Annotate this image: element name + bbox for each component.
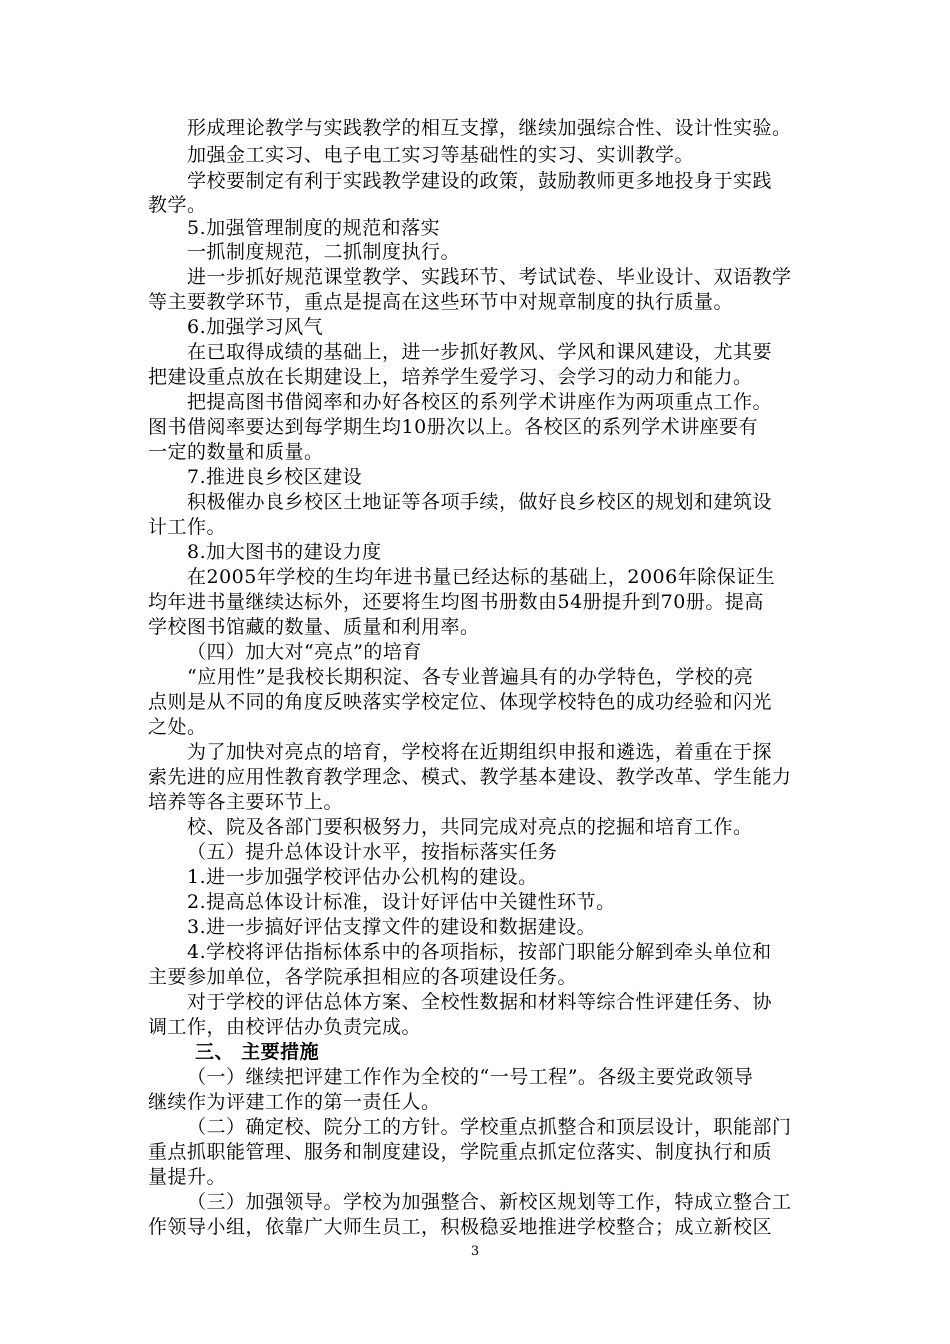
text-line: 继续作为评建工作的第一责任人。 xyxy=(148,1091,441,1113)
text-line: 等主要教学环节，重点是提高在这些环节中对规章制度的执行质量。 xyxy=(148,291,734,313)
text-line: 索先进的应用性教育教学理念、模式、教学基本建设、教学改革、学生能力 xyxy=(148,766,792,788)
text-line: 7.推进良乡校区建设 xyxy=(187,466,363,488)
text-line: 一抓制度规范，二抓制度执行。 xyxy=(187,241,461,263)
text-line: 学校图书馆藏的数量、质量和利用率。 xyxy=(148,616,480,638)
text-line: 把建设重点放在长期建设上，培养学生爱学习、会学习的动力和能力。 xyxy=(148,366,753,388)
text-line: 4.学校将评估指标体系中的各项指标，按部门职能分解到牵头单位和 xyxy=(187,941,772,963)
text-line: 加强金工实习、电子电工实习等基础性的实习、实训教学。 xyxy=(187,144,695,166)
text-line: 之处。 xyxy=(148,716,207,738)
text-line: （四）加大对“亮点”的培育 xyxy=(187,641,422,663)
text-line: 学校要制定有利于实践教学建设的政策，鼓励教师更多地投身于实践 xyxy=(187,170,773,192)
text-line: 计工作。 xyxy=(148,516,227,538)
text-line: 把提高图书借阅率和办好各校区的系列学术讲座作为两项重点工作。 xyxy=(187,391,773,413)
text-line: 8.加大图书的建设力度 xyxy=(187,541,382,563)
text-line: 在已取得成绩的基础上，进一步抓好教风、学风和课风建设，尤其要 xyxy=(187,341,773,363)
text-line: 1.进一步加强学校评估办公机构的建设。 xyxy=(187,866,538,888)
text-line: 为了加快对亮点的培育，学校将在近期组织申报和遴选，着重在于探 xyxy=(187,741,773,763)
text-line: 作领导小组，依靠广大师生员工，积极稳妥地推进学校整合；成立新校区 xyxy=(148,1216,773,1238)
page-number: 3 xyxy=(470,1244,480,1259)
text-line: 主要参加单位，各学院承担相应的各项建设任务。 xyxy=(148,966,578,988)
text-line: （二）确定校、院分工的方针。学校重点抓整合和顶层设计，职能部门 xyxy=(187,1116,792,1138)
text-line: 5.加强管理制度的规范和落实 xyxy=(187,217,441,239)
text-line: 2.提高总体设计标准，设计好评估中关键性环节。 xyxy=(187,891,616,913)
text-line: （一）继续把评建工作作为全校的“一号工程”。各级主要党政领导 xyxy=(187,1066,754,1088)
text-line: 校、院及各部门要积极努力，共同完成对亮点的挖掘和培育工作。 xyxy=(187,816,753,838)
text-line: 图书借阅率要达到每学期生均10册次以上。各校区的系列学术讲座要有 xyxy=(148,416,759,438)
text-line: （五）提升总体设计水平，按指标落实任务 xyxy=(187,841,558,863)
text-line: 对于学校的评估总体方案、全校性数据和材料等综合性评建任务、协 xyxy=(187,991,773,1013)
text-line: 点则是从不同的角度反映落实学校定位、体现学校特色的成功经验和闪光 xyxy=(148,691,773,713)
text-line: 量提升。 xyxy=(148,1166,227,1188)
section-heading: 三、 主要措施 xyxy=(195,1041,320,1063)
text-line: 教学。 xyxy=(148,194,207,216)
text-line: 6.加强学习风气 xyxy=(187,316,324,338)
text-line: 均年进书量继续达标外，还要将生均图书册数由54册提升到70册。提高 xyxy=(148,591,764,613)
text-line: （三）加强领导。学校为加强整合、新校区规划等工作，特成立整合工 xyxy=(187,1191,792,1213)
text-line: 形成理论教学与实践教学的相互支撑，继续加强综合性、设计性实验。 xyxy=(187,117,792,139)
text-line: “应用性”是我校长期积淀、各专业普遍具有的办学特色，学校的亮 xyxy=(187,666,754,688)
text-line: 重点抓职能管理、服务和制度建设，学院重点抓定位落实、制度执行和质 xyxy=(148,1141,773,1163)
text-line: 进一步抓好规范课堂教学、实践环节、考试试卷、毕业设计、双语教学 xyxy=(187,266,792,288)
text-line: 调工作，由校评估办负责完成。 xyxy=(148,1016,422,1038)
text-line: 在2005年学校的生均年进书量已经达标的基础上，2006年除保证生 xyxy=(187,566,776,588)
text-line: 3.进一步搞好评估支撑文件的建设和数据建设。 xyxy=(187,916,597,938)
text-line: 培养等各主要环节上。 xyxy=(148,791,344,813)
text-line: 积极催办良乡校区土地证等各项手续，做好良乡校区的规划和建筑设 xyxy=(187,491,773,513)
text-line: 一定的数量和质量。 xyxy=(148,441,324,463)
